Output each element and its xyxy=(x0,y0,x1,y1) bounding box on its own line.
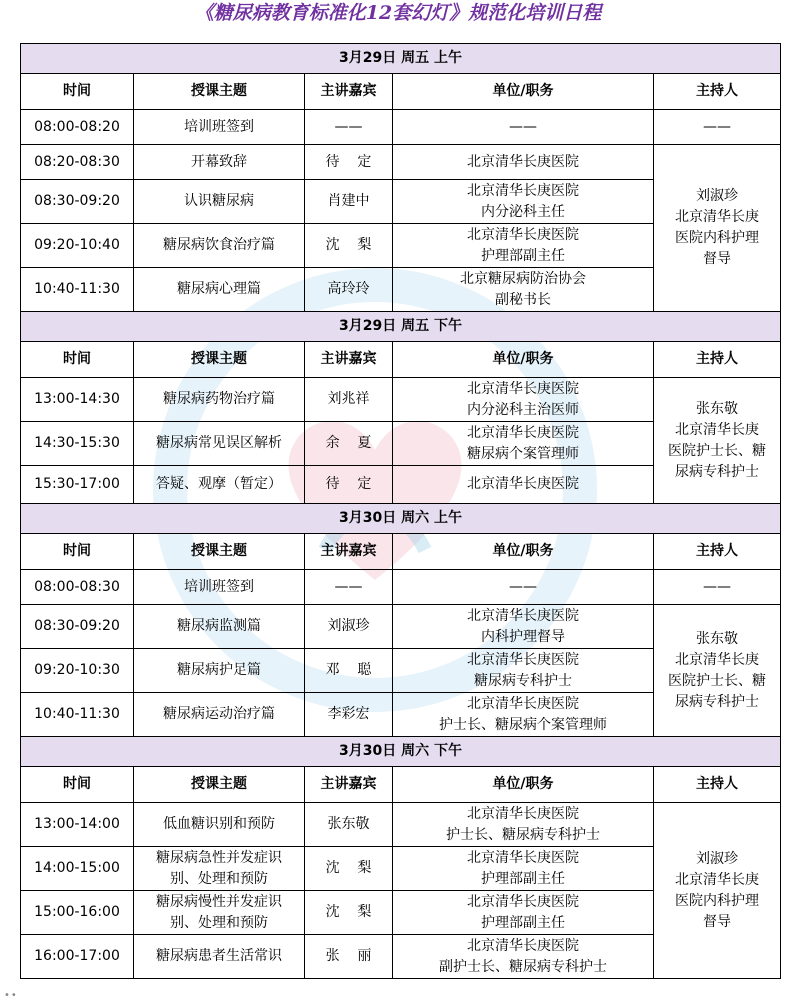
org-line: 北京清华长庚医院 xyxy=(467,695,579,712)
topic-cell xyxy=(134,935,305,979)
table-row xyxy=(21,145,781,180)
host-line: 张东敬 xyxy=(696,400,738,417)
speaker-cell: 沈 梨 xyxy=(305,224,393,268)
topic-line: 糖尿病药物治疗篇 xyxy=(163,391,275,407)
time-cell: 13:00-14:30 xyxy=(21,378,134,422)
org-cell xyxy=(393,180,654,224)
table-row xyxy=(21,378,781,422)
org-cell xyxy=(393,847,654,891)
host-line: 北京清华长庚 xyxy=(675,651,759,668)
speaker-cell: 高玲玲 xyxy=(305,268,393,312)
speaker-cell: 刘淑珍 xyxy=(305,605,393,649)
section-header: 3月30日 周六 下午 xyxy=(21,737,781,767)
org-cell xyxy=(393,110,654,145)
org-line: 护理部副主任 xyxy=(481,914,565,931)
org-line: 护士长、糖尿病专科护士 xyxy=(446,826,600,843)
org-line: 北京糖尿病防治协会 xyxy=(460,270,586,287)
topic-cell xyxy=(134,145,305,180)
host-line: 北京清华长庚 xyxy=(675,871,759,888)
org-line: 副秘书长 xyxy=(495,291,551,308)
speaker-cell: —— xyxy=(305,570,393,605)
time-cell: 08:30-09:20 xyxy=(21,180,134,224)
column-header-speaker: 主讲嘉宾 xyxy=(305,342,393,378)
time-cell: 08:20-08:30 xyxy=(21,145,134,180)
time-cell: 14:30-15:30 xyxy=(21,422,134,466)
topic-cell xyxy=(134,693,305,737)
org-line: 北京清华长庚医院 xyxy=(467,849,579,866)
column-header-time: 时间 xyxy=(21,534,134,570)
topic-cell xyxy=(134,570,305,605)
host-line: 医院内科护理 xyxy=(675,892,759,909)
host-line: 医院内科护理 xyxy=(675,230,759,246)
host-cell xyxy=(654,803,781,979)
table-row xyxy=(21,803,781,847)
topic-line: 糖尿病慢性并发症识 xyxy=(156,893,282,910)
column-header-topic: 授课主题 xyxy=(134,74,305,110)
column-header-time: 时间 xyxy=(21,74,134,110)
speaker-cell: 张 丽 xyxy=(305,935,393,979)
org-cell xyxy=(393,466,654,504)
host-line: 北京清华长庚 xyxy=(675,421,759,438)
org-cell xyxy=(393,649,654,693)
speaker-cell: 李彩宏 xyxy=(305,693,393,737)
org-line: 北京清华长庚医院 xyxy=(467,607,579,624)
org-cell xyxy=(393,935,654,979)
section-header: 3月29日 周五 上午 xyxy=(21,44,781,74)
speaker-cell: 沈 梨 xyxy=(305,847,393,891)
org-cell xyxy=(393,422,654,466)
topic-line: 答疑、观摩（暂定） xyxy=(156,476,282,492)
org-cell xyxy=(393,605,654,649)
host-line: 张东敬 xyxy=(696,630,738,647)
org-cell xyxy=(393,268,654,312)
topic-line: 糖尿病急性并发症识 xyxy=(156,849,282,866)
topic-line: 培训班签到 xyxy=(184,118,254,135)
topic-cell xyxy=(134,110,305,145)
topic-cell xyxy=(134,268,305,312)
org-line: 内科护理督导 xyxy=(481,628,565,645)
host-line: 督导 xyxy=(703,913,731,930)
column-header-time: 时间 xyxy=(21,342,134,378)
host-line: 尿病专科护士 xyxy=(675,693,759,710)
org-line: 北京清华长庚医院 xyxy=(467,937,579,954)
host-line: 医院护士长、糖 xyxy=(668,442,766,459)
org-line: 北京清华长庚医院 xyxy=(467,424,579,441)
topic-cell xyxy=(134,803,305,847)
topic-line: 别、处理和预防 xyxy=(170,914,268,931)
org-line: 北京清华长庚医院 xyxy=(467,182,579,199)
topic-line: 糖尿病护足篇 xyxy=(177,662,261,678)
time-cell: 08:00-08:20 xyxy=(21,110,134,145)
topic-line: 培训班签到 xyxy=(184,578,254,595)
org-line: 北京清华长庚医院 xyxy=(467,805,579,822)
topic-line: 糖尿病运动治疗篇 xyxy=(163,706,275,722)
topic-cell xyxy=(134,891,305,935)
topic-line: 糖尿病监测篇 xyxy=(177,618,261,634)
time-cell: 10:40-11:30 xyxy=(21,268,134,312)
org-line: 护理部副主任 xyxy=(481,870,565,887)
column-header-topic: 授课主题 xyxy=(134,342,305,378)
table-row xyxy=(21,570,781,605)
org-cell xyxy=(393,145,654,180)
org-cell xyxy=(393,803,654,847)
column-header-org: 单位/职务 xyxy=(393,767,654,803)
speaker-cell: 邓 聪 xyxy=(305,649,393,693)
host-line: 北京清华长庚 xyxy=(675,209,759,225)
time-cell: 16:00-17:00 xyxy=(21,935,134,979)
org-line: 北京清华长庚医院 xyxy=(467,226,579,243)
org-cell xyxy=(393,378,654,422)
section-header: 3月29日 周五 下午 xyxy=(21,312,781,342)
table-row xyxy=(21,605,781,649)
org-line: —— xyxy=(509,578,537,595)
host-cell xyxy=(654,145,781,312)
org-line: 副护士长、糖尿病专科护士 xyxy=(439,958,607,975)
column-header-host: 主持人 xyxy=(654,74,781,110)
column-header-speaker: 主讲嘉宾 xyxy=(305,74,393,110)
speaker-cell: 刘兆祥 xyxy=(305,378,393,422)
speaker-cell: 待 定 xyxy=(305,466,393,504)
org-cell xyxy=(393,693,654,737)
topic-cell xyxy=(134,847,305,891)
time-cell: 15:30-17:00 xyxy=(21,466,134,504)
org-line: 北京清华长庚医院 xyxy=(467,651,579,668)
topic-line: 别、处理和预防 xyxy=(170,870,268,887)
topic-line: 糖尿病患者生活常识 xyxy=(156,948,282,964)
org-line: 内分泌科主治医师 xyxy=(467,401,579,418)
speaker-cell: —— xyxy=(305,110,393,145)
topic-line: 开幕致辞 xyxy=(191,153,247,170)
time-cell: 09:20-10:30 xyxy=(21,649,134,693)
column-header-topic: 授课主题 xyxy=(134,534,305,570)
column-header-host: 主持人 xyxy=(654,534,781,570)
org-cell xyxy=(393,891,654,935)
topic-cell xyxy=(134,180,305,224)
time-cell: 13:00-14:00 xyxy=(21,803,134,847)
column-header-speaker: 主讲嘉宾 xyxy=(305,767,393,803)
topic-cell xyxy=(134,422,305,466)
host-line: 尿病专科护士 xyxy=(675,463,759,480)
org-line: 内分泌科主任 xyxy=(481,203,565,220)
time-cell: 08:00-08:30 xyxy=(21,570,134,605)
speaker-cell: 沈 梨 xyxy=(305,891,393,935)
host-line: 刘淑珍 xyxy=(696,188,738,204)
host-line: 刘淑珍 xyxy=(696,850,738,867)
org-cell xyxy=(393,570,654,605)
host-cell: —— xyxy=(654,570,781,605)
org-cell xyxy=(393,224,654,268)
time-cell: 10:40-11:30 xyxy=(21,693,134,737)
topic-cell xyxy=(134,649,305,693)
speaker-cell: 余 夏 xyxy=(305,422,393,466)
speaker-cell: 待 定 xyxy=(305,145,393,180)
topic-line: 低血糖识别和预防 xyxy=(163,816,275,832)
topic-line: 糖尿病饮食治疗篇 xyxy=(163,237,275,253)
column-header-org: 单位/职务 xyxy=(393,74,654,110)
topic-cell xyxy=(134,605,305,649)
column-header-host: 主持人 xyxy=(654,767,781,803)
host-line: 督导 xyxy=(703,251,731,267)
footer-mark: •• xyxy=(4,990,18,1001)
time-cell: 14:00-15:00 xyxy=(21,847,134,891)
speaker-cell: 肖建中 xyxy=(305,180,393,224)
org-line: 糖尿病专科护士 xyxy=(474,672,572,689)
org-line: —— xyxy=(509,118,537,135)
host-cell: —— xyxy=(654,110,781,145)
column-header-host: 主持人 xyxy=(654,342,781,378)
time-cell: 15:00-16:00 xyxy=(21,891,134,935)
org-line: 护士长、糖尿病个案管理师 xyxy=(439,716,607,733)
column-header-org: 单位/职务 xyxy=(393,534,654,570)
column-header-speaker: 主讲嘉宾 xyxy=(305,534,393,570)
table-row xyxy=(21,110,781,145)
topic-line: 糖尿病心理篇 xyxy=(177,281,261,297)
schedule-table xyxy=(20,43,781,979)
host-cell xyxy=(654,378,781,504)
org-line: 北京清华长庚医院 xyxy=(467,153,579,170)
topic-line: 糖尿病常见误区解析 xyxy=(156,435,282,451)
topic-line: 认识糖尿病 xyxy=(184,193,254,209)
org-line: 北京清华长庚医院 xyxy=(467,893,579,910)
column-header-org: 单位/职务 xyxy=(393,342,654,378)
column-header-topic: 授课主题 xyxy=(134,767,305,803)
topic-cell xyxy=(134,224,305,268)
time-cell: 08:30-09:20 xyxy=(21,605,134,649)
section-header: 3月30日 周六 上午 xyxy=(21,504,781,534)
column-header-time: 时间 xyxy=(21,767,134,803)
page-title: 《糖尿病教育标准化12套幻灯》规范化培训日程 xyxy=(194,2,602,24)
host-cell xyxy=(654,605,781,737)
speaker-cell: 张东敬 xyxy=(305,803,393,847)
host-line: 医院护士长、糖 xyxy=(668,672,766,689)
topic-cell xyxy=(134,466,305,504)
time-cell: 09:20-10:40 xyxy=(21,224,134,268)
topic-cell xyxy=(134,378,305,422)
org-line: 北京清华长庚医院 xyxy=(467,476,579,492)
org-line: 北京清华长庚医院 xyxy=(467,380,579,397)
org-line: 糖尿病个案管理师 xyxy=(467,445,579,462)
org-line: 护理部副主任 xyxy=(481,247,565,264)
